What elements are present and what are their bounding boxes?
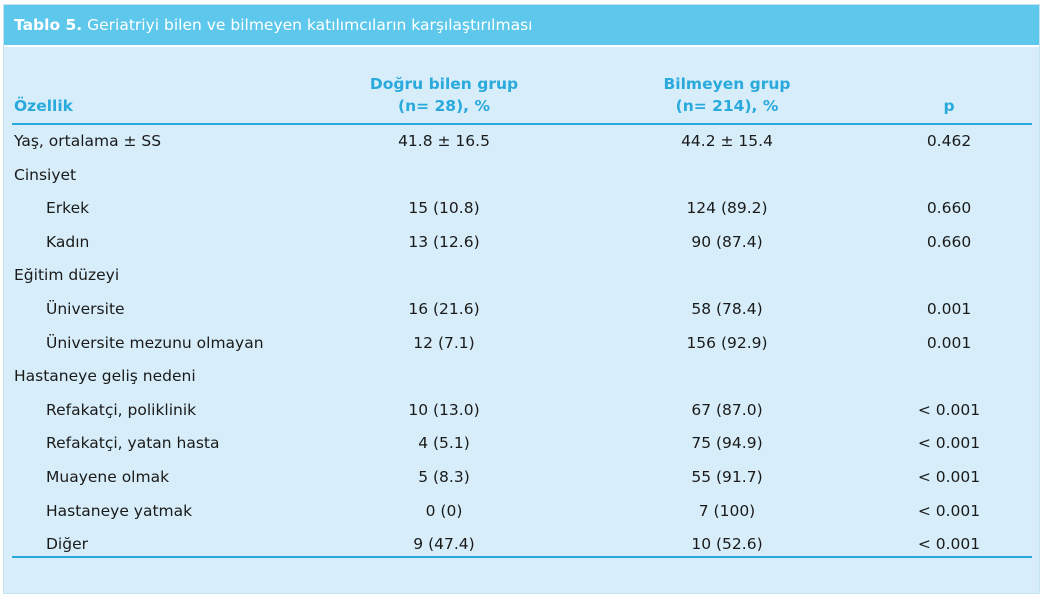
- table-row: [4, 192, 1039, 226]
- table-row: [4, 293, 1039, 327]
- row-label: Cinsiyet: [14, 165, 77, 184]
- cell-group-unknown: [632, 159, 822, 193]
- header-group-correct-n: (n= 28), %: [398, 97, 490, 115]
- cell-group-unknown: 124 (89.2): [686, 199, 768, 218]
- cell-group-unknown: 75 (94.9): [691, 434, 763, 453]
- cell-group-correct: 15 (10.8): [408, 199, 480, 218]
- row-label: Hastaneye geliş nedeni: [14, 367, 196, 386]
- cell-group-correct: 12 (7.1): [413, 333, 475, 352]
- table-row: [4, 394, 1039, 428]
- cell-group-unknown: 55 (91.7): [691, 467, 763, 486]
- cell-group-unknown: 156 (92.9): [686, 333, 768, 352]
- row-label: Muayene olmak: [46, 467, 170, 486]
- row-label: Hastaneye yatmak: [46, 501, 193, 520]
- table-body: [4, 125, 1039, 562]
- cell-p-value: 0.001: [926, 333, 972, 352]
- cell-group-correct: 9 (47.4): [413, 535, 475, 554]
- row-label: Kadın: [46, 232, 90, 251]
- table-row: [4, 125, 1039, 159]
- header-group-unknown-n: (n= 214), %: [675, 97, 779, 115]
- cell-p-value: < 0.001: [917, 400, 981, 419]
- row-label: Eğitim düzeyi: [14, 266, 120, 285]
- table-header: [4, 47, 1039, 123]
- row-label: Erkek: [46, 199, 90, 218]
- cell-group-correct: [349, 259, 539, 293]
- cell-p-value: 0.001: [926, 299, 972, 318]
- table-row: [4, 226, 1039, 260]
- cell-group-unknown: 58 (78.4): [691, 299, 763, 318]
- table-title-text: Geriatriyi bilen ve bilmeyen katılımcıların karşılaştırılması: [87, 16, 533, 34]
- cell-group-unknown: [632, 360, 822, 394]
- table-row: [4, 159, 1039, 193]
- table-row: [4, 327, 1039, 361]
- table-row: [4, 360, 1039, 394]
- header-feature: Özellik: [14, 97, 73, 115]
- table-row: [4, 495, 1039, 529]
- table-row: [4, 461, 1039, 495]
- cell-p-value: < 0.001: [917, 535, 981, 554]
- cell-group-unknown: 7 (100): [698, 501, 756, 520]
- cell-p-value: [909, 159, 989, 193]
- cell-p-value: < 0.001: [917, 434, 981, 453]
- table-panel: [3, 4, 1040, 594]
- header-group-unknown: [632, 73, 822, 117]
- row-label: Refakatçi, poliklinik: [46, 400, 197, 419]
- cell-p-value: < 0.001: [917, 467, 981, 486]
- row-label: Diğer: [46, 535, 88, 554]
- cell-group-correct: 5 (8.3): [418, 467, 470, 486]
- header-group-correct: [349, 73, 539, 117]
- row-label: Üniversite: [46, 299, 125, 318]
- cell-group-correct: 4 (5.1): [418, 434, 470, 453]
- cell-group-correct: 0 (0): [425, 501, 463, 520]
- header-p-value: p: [943, 97, 955, 115]
- row-label: Üniversite mezunu olmayan: [46, 333, 264, 352]
- cell-group-correct: 13 (12.6): [408, 232, 480, 251]
- cell-group-unknown: 67 (87.0): [691, 400, 763, 419]
- cell-group-unknown: 44.2 ± 15.4: [681, 132, 773, 150]
- cell-group-unknown: [632, 259, 822, 293]
- footer-rule: [12, 556, 1032, 558]
- cell-group-correct: 16 (21.6): [408, 299, 480, 318]
- cell-p-value: [909, 259, 989, 293]
- cell-group-correct: 10 (13.0): [408, 400, 480, 419]
- cell-group-unknown: 90 (87.4): [691, 232, 763, 251]
- table-title-label: Tablo 5.: [14, 16, 83, 34]
- cell-group-correct: [349, 159, 539, 193]
- header-group-unknown-name: Bilmeyen grup: [663, 75, 791, 93]
- header-group-correct-name: Doğru bilen grup: [369, 75, 519, 93]
- cell-p-value: < 0.001: [917, 501, 981, 520]
- row-label: Yaş, ortalama ± SS: [14, 132, 162, 150]
- cell-group-unknown: 10 (52.6): [691, 535, 763, 554]
- cell-p-value: 0.462: [926, 132, 972, 150]
- cell-p-value: [909, 360, 989, 394]
- cell-group-correct: [349, 360, 539, 394]
- cell-p-value: 0.660: [926, 232, 972, 251]
- table-row: [4, 427, 1039, 461]
- table-title: [4, 5, 1039, 47]
- cell-group-correct: 41.8 ± 16.5: [398, 132, 490, 150]
- row-label: Refakatçi, yatan hasta: [46, 434, 220, 453]
- table-row: [4, 259, 1039, 293]
- cell-p-value: 0.660: [926, 199, 972, 218]
